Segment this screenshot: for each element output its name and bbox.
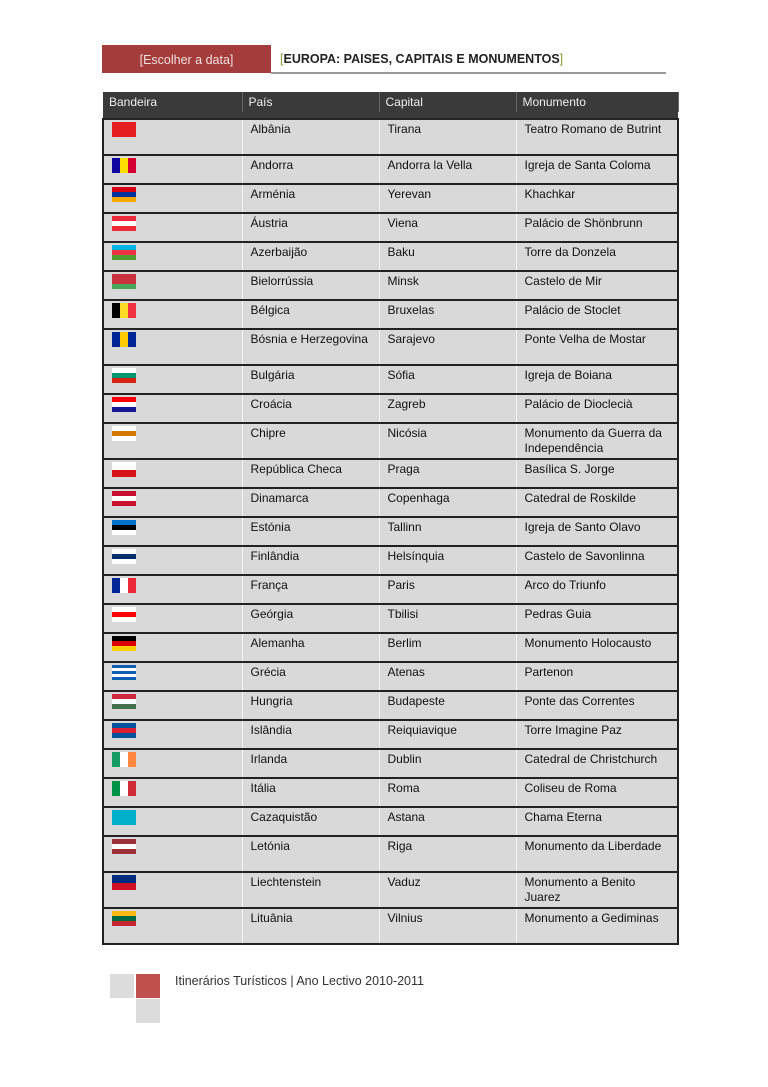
table-row [103,662,678,691]
table-row [103,213,678,242]
country-cell: Andorra [242,155,379,184]
header-rule [271,72,666,74]
country-cell: Chipre [242,423,379,459]
flag-icon [112,122,136,137]
flag-cell [103,575,242,604]
flag-cell [103,329,242,365]
footer-decor-square [136,999,160,1023]
country-cell: Finlândia [242,546,379,575]
country-cell: Geórgia [242,604,379,633]
capital-cell: Paris [379,575,516,604]
monument-cell: Palácio de Stoclet [516,300,678,329]
table-row [103,836,678,872]
table-row [103,394,678,423]
flag-icon [112,187,136,202]
flag-icon [112,875,136,890]
monument-cell: Coliseu de Roma [516,778,678,807]
capital-cell: Nicósia [379,423,516,459]
flag-cell [103,720,242,749]
country-cell: Grécia [242,662,379,691]
monument-cell: Palácio de Shönbrunn [516,213,678,242]
capital-cell: Helsínquia [379,546,516,575]
capital-cell: Budapeste [379,691,516,720]
flag-cell [103,155,242,184]
flag-cell [103,807,242,836]
table-row [103,119,678,155]
flag-icon [112,781,136,796]
capital-cell: Viena [379,213,516,242]
flag-cell [103,633,242,662]
flag-cell [103,459,242,488]
country-cell: Islândia [242,720,379,749]
country-cell: Áustria [242,213,379,242]
monument-cell: Chama Eterna [516,807,678,836]
country-cell: Croácia [242,394,379,423]
flag-cell [103,517,242,546]
flag-icon [112,911,136,926]
flag-cell [103,242,242,271]
table-row [103,807,678,836]
flag-icon [112,694,136,709]
table-row [103,423,678,459]
capital-cell: Tallinn [379,517,516,546]
country-cell: Bósnia e Herzegovina [242,329,379,365]
country-cell: Hungria [242,691,379,720]
flag-cell [103,908,242,944]
monument-cell: Torre Imagine Paz [516,720,678,749]
col-header-country: País [242,92,379,112]
country-cell: Liechtenstein [242,872,379,908]
country-cell: Bélgica [242,300,379,329]
capital-cell: Tirana [379,119,516,155]
monument-cell: Teatro Romano de Butrint [516,119,678,155]
monument-cell: Monumento a Gediminas [516,908,678,944]
flag-icon [112,397,136,412]
flag-cell [103,749,242,778]
footer-decor-square-accent [136,974,160,998]
monument-cell: Igreja de Boiana [516,365,678,394]
flag-icon [112,426,136,441]
capital-cell: Bruxelas [379,300,516,329]
table-row [103,155,678,184]
capital-cell: Minsk [379,271,516,300]
flag-cell [103,604,242,633]
capital-cell: Berlim [379,633,516,662]
table-row [103,720,678,749]
monument-cell: Castelo de Mir [516,271,678,300]
flag-icon [112,303,136,318]
country-cell: Azerbaijão [242,242,379,271]
capital-cell: Sófia [379,365,516,394]
table-row [103,300,678,329]
footer-text: Itinerários Turísticos | Ano Lectivo 2010-2011 [175,974,424,988]
monument-cell: Pedras Guia [516,604,678,633]
flag-cell [103,300,242,329]
countries-table [102,92,679,945]
capital-cell: Yerevan [379,184,516,213]
country-cell: Alemanha [242,633,379,662]
flag-cell [103,119,242,155]
table-row [103,778,678,807]
flag-cell [103,365,242,394]
flag-cell [103,546,242,575]
col-header-flag: Bandeira [103,92,242,112]
flag-cell [103,662,242,691]
country-cell: Irlanda [242,749,379,778]
flag-icon [112,216,136,231]
monument-cell: Arco do Triunfo [516,575,678,604]
flag-cell [103,213,242,242]
monument-cell: Basílica S. Jorge [516,459,678,488]
table-row [103,329,678,365]
country-cell: Letónia [242,836,379,872]
capital-cell: Astana [379,807,516,836]
table-row [103,546,678,575]
col-header-monument: Monumento [516,92,678,112]
monument-cell: Catedral de Christchurch [516,749,678,778]
flag-icon [112,274,136,289]
country-cell: Albânia [242,119,379,155]
flag-icon [112,158,136,173]
monument-cell: Igreja de Santa Coloma [516,155,678,184]
country-cell: Arménia [242,184,379,213]
table-row [103,271,678,300]
flag-icon [112,491,136,506]
table-row [103,459,678,488]
flag-cell [103,778,242,807]
flag-icon [112,723,136,738]
table-row [103,691,678,720]
monument-cell: Igreja de Santo Olavo [516,517,678,546]
capital-cell: Vaduz [379,872,516,908]
monument-cell: Castelo de Savonlinna [516,546,678,575]
monument-cell: Torre da Donzela [516,242,678,271]
flag-icon [112,549,136,564]
monument-cell: Partenon [516,662,678,691]
capital-cell: Sarajevo [379,329,516,365]
country-cell: Cazaquistão [242,807,379,836]
country-cell: Bielorrússia [242,271,379,300]
capital-cell: Roma [379,778,516,807]
capital-cell: Copenhaga [379,488,516,517]
flag-cell [103,691,242,720]
flag-icon [112,839,136,854]
table-row [103,242,678,271]
flag-cell [103,488,242,517]
table-row [103,365,678,394]
document-title: [EUROPA: PAISES, CAPITAIS E MONUMENTOS] [280,52,564,66]
capital-cell: Tbilisi [379,604,516,633]
flag-icon [112,578,136,593]
flag-icon [112,636,136,651]
footer-decor-square [110,974,134,998]
monument-cell: Monumento Holocausto [516,633,678,662]
table-row [103,575,678,604]
capital-cell: Zagreb [379,394,516,423]
flag-icon [112,245,136,260]
country-cell: República Checa [242,459,379,488]
monument-cell: Ponte das Correntes [516,691,678,720]
capital-cell: Dublin [379,749,516,778]
country-cell: Bulgária [242,365,379,394]
monument-cell: Khachkar [516,184,678,213]
capital-cell: Reiquiavique [379,720,516,749]
table-row [103,872,678,908]
table-row [103,908,678,944]
flag-icon [112,520,136,535]
capital-cell: Riga [379,836,516,872]
flag-cell [103,394,242,423]
flag-icon [112,332,136,347]
flag-cell [103,872,242,908]
country-cell: Lituânia [242,908,379,944]
country-cell: Dinamarca [242,488,379,517]
monument-cell: Catedral de Roskilde [516,488,678,517]
date-placeholder[interactable]: [Escolher a data] [102,45,271,73]
flag-cell [103,836,242,872]
country-cell: Estónia [242,517,379,546]
flag-icon [112,752,136,767]
country-cell: França [242,575,379,604]
flag-icon [112,368,136,383]
table-row [103,604,678,633]
table-row [103,184,678,213]
monument-cell: Ponte Velha de Mostar [516,329,678,365]
table-row [103,633,678,662]
monument-cell: Monumento da Liberdade [516,836,678,872]
capital-cell: Atenas [379,662,516,691]
flag-cell [103,184,242,213]
monument-cell: Monumento da Guerra da Independência [516,423,678,459]
flag-icon [112,462,136,477]
flag-icon [112,607,136,622]
country-cell: Itália [242,778,379,807]
flag-cell [103,423,242,459]
flag-icon [112,665,136,680]
flag-cell [103,271,242,300]
table-row [103,517,678,546]
monument-cell: Palácio de Dioclecià [516,394,678,423]
capital-cell: Praga [379,459,516,488]
flag-icon [112,810,136,825]
col-header-capital: Capital [379,92,516,112]
table-row [103,749,678,778]
capital-cell: Andorra la Vella [379,155,516,184]
capital-cell: Vilnius [379,908,516,944]
table-row [103,488,678,517]
monument-cell: Monumento a Benito Juarez [516,872,678,908]
capital-cell: Baku [379,242,516,271]
